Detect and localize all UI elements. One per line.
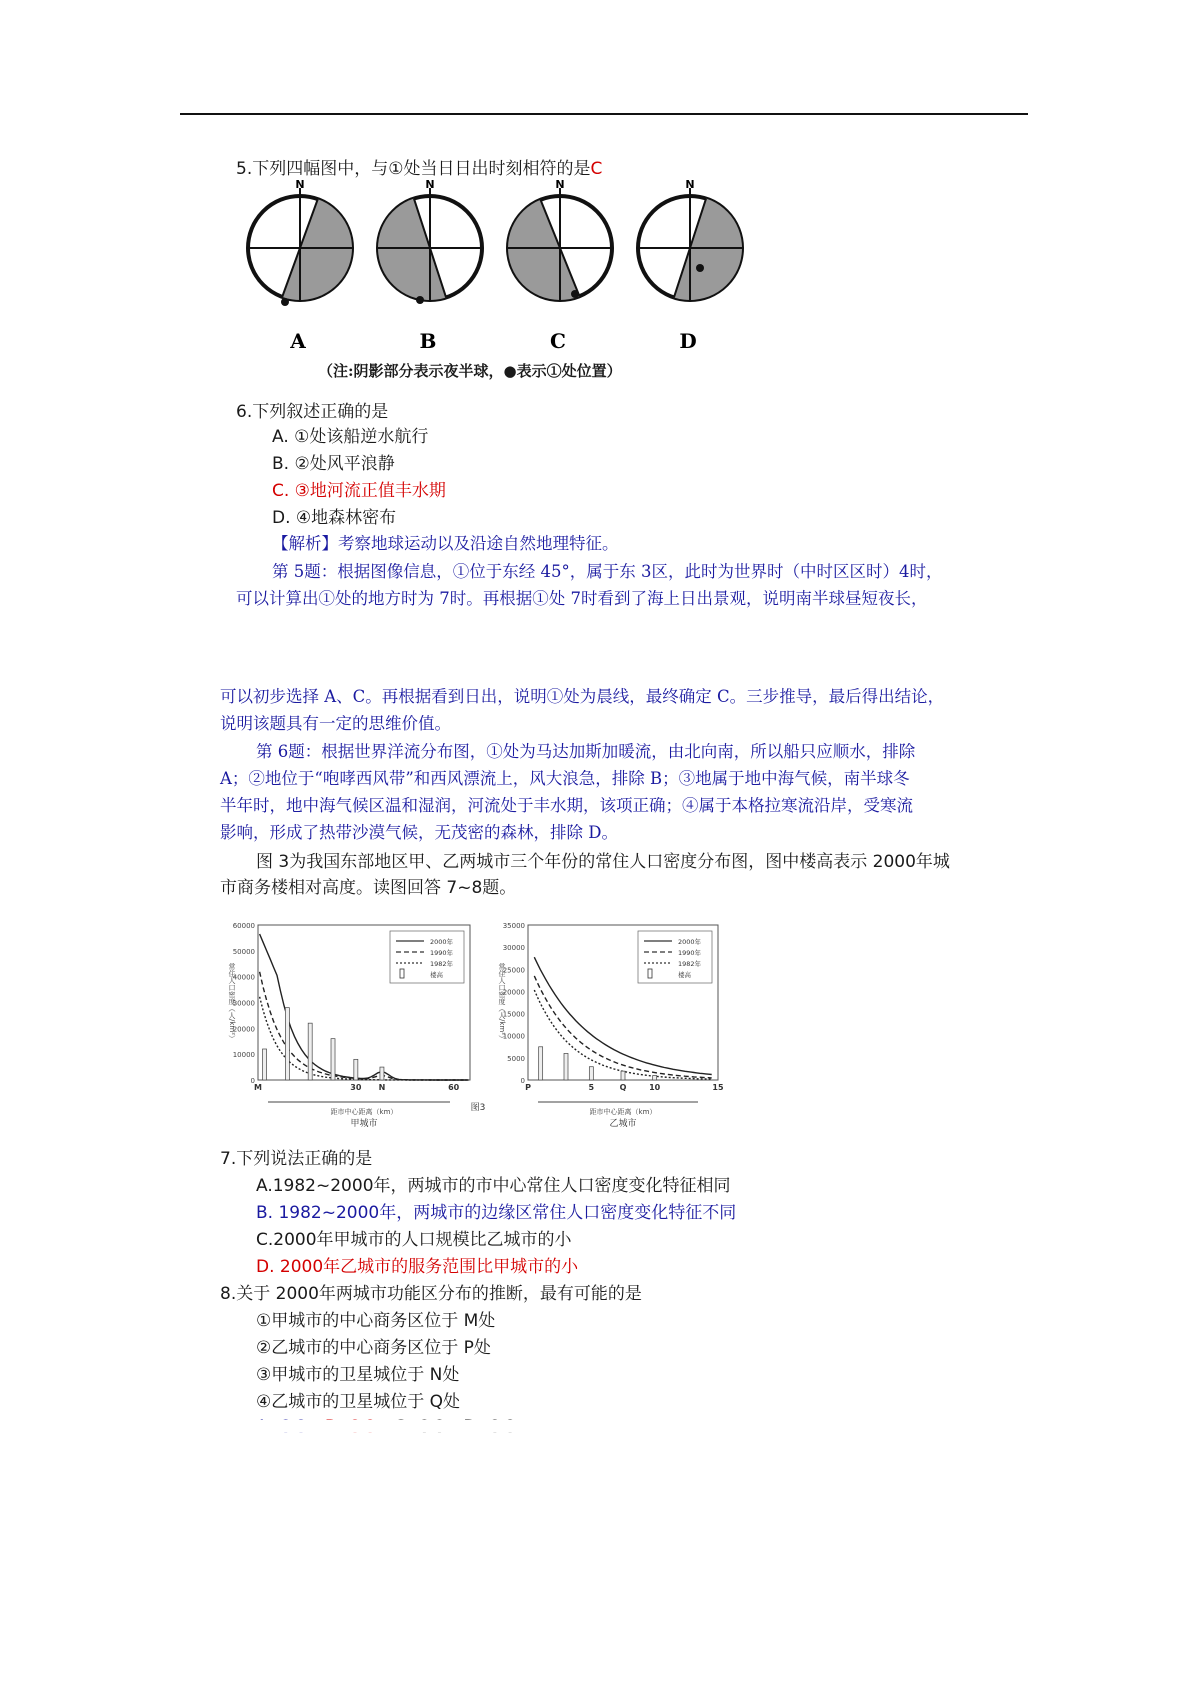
q6-option-d: D. ④地森林密布 (272, 508, 397, 528)
q8-item-1: ①甲城市的中心商务区位于 M处 (256, 1311, 496, 1331)
q8-item-2: ②乙城市的中心商务区位于 P处 (256, 1338, 491, 1358)
chart-city-name: 甲城市 (350, 1119, 378, 1129)
analysis-q6-line4: 影响，形成了热带沙漠气候，无茂密的森林，排除 D。 (220, 823, 618, 842)
x-tick-label: 15 (712, 1083, 724, 1092)
figure3-caption: 图3 (470, 1103, 486, 1113)
building-height-bar (308, 1023, 312, 1080)
y-axis-label: 常住人口密度（人/km²） (498, 962, 506, 1043)
y-tick-label: 20000 (502, 988, 525, 997)
y-tick-label: 20000 (232, 1025, 255, 1034)
legend-label: 1990年 (430, 949, 454, 957)
building-height-bar (539, 1047, 543, 1080)
intro-line2: 市商务楼相对高度。读图回答 7~8题。 (220, 878, 517, 898)
building-height-bar (589, 1067, 593, 1080)
legend-label: 楼高 (430, 971, 443, 979)
pole-mark: N (555, 178, 565, 191)
y-tick-label: 10000 (232, 1051, 255, 1060)
intro-line1: 图 3为我国东部地区甲、乙两城市三个年份的常住人口密度分布图，图中楼高表示 2000年城 (256, 852, 950, 872)
q8-item-4: ④乙城市的卫星城位于 Q处 (256, 1392, 461, 1412)
location-1-dot (281, 298, 289, 306)
x-tick-label: 60 (448, 1083, 460, 1092)
analysis-q5-line1: 第 5题：根据图像信息，①位于东经 45°，属于东 3区，此时为世界时（中时区区时）4时， (272, 562, 943, 581)
density-chart-1 (228, 922, 470, 1129)
globe-label-c: C (550, 329, 566, 353)
x-axis-label: 距市中心距离（km） (589, 1108, 657, 1116)
header-rule (180, 113, 1028, 115)
q5-stem: 5.下列四幅图中，与①处当日日出时刻相符的是C (236, 159, 603, 179)
x-tick-label: M (254, 1083, 262, 1092)
q5-globe-figure (245, 178, 765, 353)
y-tick-label: 30000 (232, 999, 255, 1008)
legend-label: 楼高 (678, 971, 691, 979)
globe-label-a: A (290, 329, 306, 353)
y-tick-label: 30000 (502, 944, 525, 953)
building-height-bar (263, 1049, 267, 1080)
y-tick-label: 10000 (502, 1032, 525, 1041)
location-1-dot (571, 290, 579, 298)
location-1-dot (416, 296, 424, 304)
analysis-head: 【解析】考察地球运动以及沿途自然地理特征。 (272, 534, 619, 553)
q8-stem: 8.关于 2000年两城市功能区分布的推断，最有可能的是 (220, 1284, 642, 1304)
y-tick-label: 0 (520, 1077, 525, 1085)
y-tick-label: 0 (250, 1077, 255, 1085)
analysis-q5-line4: 说明该题具有一定的思维价值。 (220, 714, 451, 733)
q7-option-b: B. 1982~2000年，两城市的边缘区常住人口密度变化特征不同 (256, 1203, 737, 1223)
figure3-density-charts (228, 915, 770, 1129)
q7-option-d: D. 2000年乙城市的服务范围比甲城市的小 (256, 1257, 579, 1277)
q6-option-c: C. ③地河流正值丰水期 (272, 481, 446, 501)
legend-label: 1982年 (430, 960, 454, 968)
q6-option-b: B. ②处风平浪静 (272, 454, 395, 474)
density-chart-2 (498, 922, 724, 1129)
building-height-bar (285, 1008, 289, 1080)
page-cut-mask (0, 1420, 1200, 1432)
q6-stem: 6.下列叙述正确的是 (236, 402, 389, 422)
building-height-bar (653, 1076, 657, 1080)
x-tick-label: 5 (588, 1083, 595, 1092)
y-tick-label: 50000 (232, 947, 255, 956)
building-height-bar (621, 1071, 625, 1080)
building-height-bar (380, 1067, 384, 1080)
globe-c (508, 178, 612, 353)
globe-label-d: D (679, 329, 697, 353)
legend-label: 2000年 (678, 938, 702, 946)
y-axis-label: 常住人口密度（人/km²） (228, 962, 236, 1043)
pole-mark: N (295, 178, 305, 191)
y-tick-label: 5000 (507, 1054, 525, 1063)
pole-mark: N (425, 178, 435, 191)
globe-d (638, 178, 742, 353)
analysis-q5-line2: 可以计算出①处的地方时为 7时。再根据①处 7时看到了海上日出景观，说明南半球昼短夜长， (236, 589, 928, 608)
q7-option-a: A.1982~2000年，两城市的市中心常住人口密度变化特征相同 (256, 1176, 731, 1196)
y-tick-label: 25000 (502, 966, 525, 975)
density-curve (260, 997, 469, 1080)
y-tick-label: 60000 (232, 922, 255, 930)
location-1-dot (696, 264, 704, 272)
legend-label: 1982年 (678, 960, 702, 968)
x-tick-label: N (378, 1083, 386, 1092)
y-tick-label: 35000 (502, 922, 525, 930)
globe-label-b: B (419, 329, 437, 353)
analysis-q5-line3: 可以初步选择 A、C。再根据看到日出，说明①处为晨线，最终确定 C。三步推导，最后得出结论， (220, 687, 945, 706)
building-height-bar (331, 1039, 335, 1080)
density-curve (534, 976, 711, 1078)
analysis-q6-line1: 第 6题：根据世界洋流分布图，①处为马达加斯加暖流，由北向南，所以船只应顺水，排除 (256, 742, 916, 761)
x-axis-label: 距市中心距离（km） (330, 1108, 398, 1116)
x-tick-label: 10 (649, 1083, 661, 1092)
chart-city-name: 乙城市 (609, 1119, 637, 1129)
q7-stem: 7.下列说法正确的是 (220, 1149, 373, 1169)
analysis-q6-line2: A；②地位于“咆哮西风带”和西风漂流上，风大浪急，排除 B；③地属于地中海气候，南半球冬 (220, 769, 910, 788)
globe-b (378, 178, 482, 353)
q7-option-c: C.2000年甲城市的人口规模比乙城市的小 (256, 1230, 572, 1250)
pole-mark: N (685, 178, 695, 191)
legend-label: 2000年 (430, 938, 454, 946)
globe-a (248, 178, 352, 353)
x-tick-label: 30 (350, 1083, 362, 1092)
legend-label: 1990年 (678, 949, 702, 957)
q6-option-a: A. ①处该船逆水航行 (272, 427, 429, 447)
building-height-bar (354, 1059, 358, 1080)
y-tick-label: 15000 (502, 1010, 525, 1019)
analysis-q6-line3: 半年时，地中海气候区温和湿润，河流处于丰水期，该项正确；④属于本格拉寒流沿岸，受寒流 (220, 796, 913, 815)
x-tick-label: Q (619, 1083, 627, 1092)
y-tick-label: 40000 (232, 973, 255, 982)
x-tick-label: P (525, 1083, 531, 1092)
building-height-bar (564, 1053, 568, 1080)
q5-figure-note: （注:阴影部分表示夜半球，●表示①处位置） (318, 362, 622, 380)
q5-answer: C (590, 159, 603, 179)
q8-item-3: ③甲城市的卫星城位于 N处 (256, 1365, 460, 1385)
